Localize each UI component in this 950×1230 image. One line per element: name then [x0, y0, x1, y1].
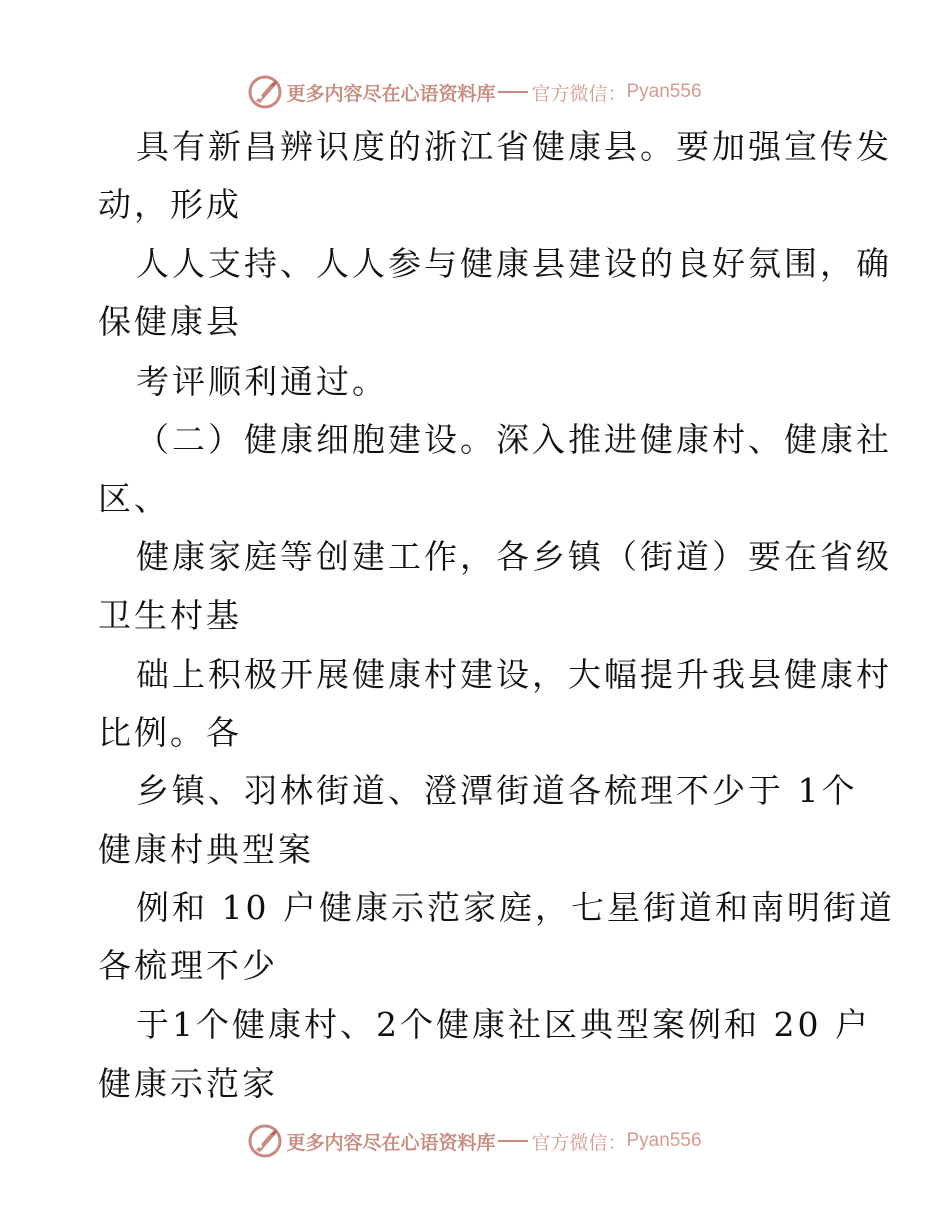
banner-separator — [498, 91, 528, 93]
text-line: 乡镇、羽林街道、澄潭街道各梳理不少于 1个 — [136, 771, 858, 810]
banner-wechat-label: 官方微信： — [531, 1131, 627, 1154]
text-line: 保健康县 — [98, 302, 242, 341]
footer-banner — [0, 1121, 950, 1161]
quill-pen-logo-icon — [248, 75, 282, 109]
banner-wechat-id: Pyan556 — [626, 1130, 702, 1151]
banner-wechat-id: Pyan556 — [626, 81, 702, 102]
banner-separator — [498, 1140, 528, 1142]
text-line: 动，形成 — [98, 185, 242, 224]
text-line: 于1个健康村、2个健康社区典型案例和 20 户 — [136, 1005, 871, 1044]
text-line: 区、 — [98, 479, 170, 518]
text-line: 例和 10 户健康示范家庭，七星街道和南明街道 — [136, 888, 895, 927]
text-line: 础上积极开展健康村建设，大幅提升我县健康村 — [136, 655, 892, 694]
text-line: 考评顺利通过。 — [136, 362, 388, 401]
text-line: 具有新昌辨识度的浙江省健康县。要加强宣传发 — [136, 127, 892, 166]
text-line: 健康示范家 — [98, 1064, 278, 1103]
text-line: 比例。各 — [98, 713, 242, 752]
text-line: （二）健康细胞建设。深入推进健康村、健康社 — [136, 420, 892, 459]
banner-wechat-label: 官方微信： — [531, 82, 627, 105]
banner-title: 更多内容尽在心语资料库 — [286, 82, 496, 105]
banner-title: 更多内容尽在心语资料库 — [286, 1131, 496, 1154]
text-line: 人人支持、人人参与健康县建设的良好氛围，确 — [136, 244, 892, 283]
header-banner — [0, 72, 950, 112]
text-line: 健康村典型案 — [98, 830, 314, 869]
text-line: 各梳理不少 — [98, 946, 278, 985]
quill-pen-logo-icon — [248, 1124, 282, 1158]
text-line: 卫生村基 — [98, 596, 242, 635]
text-line: 健康家庭等创建工作，各乡镇（街道）要在省级 — [136, 537, 892, 576]
